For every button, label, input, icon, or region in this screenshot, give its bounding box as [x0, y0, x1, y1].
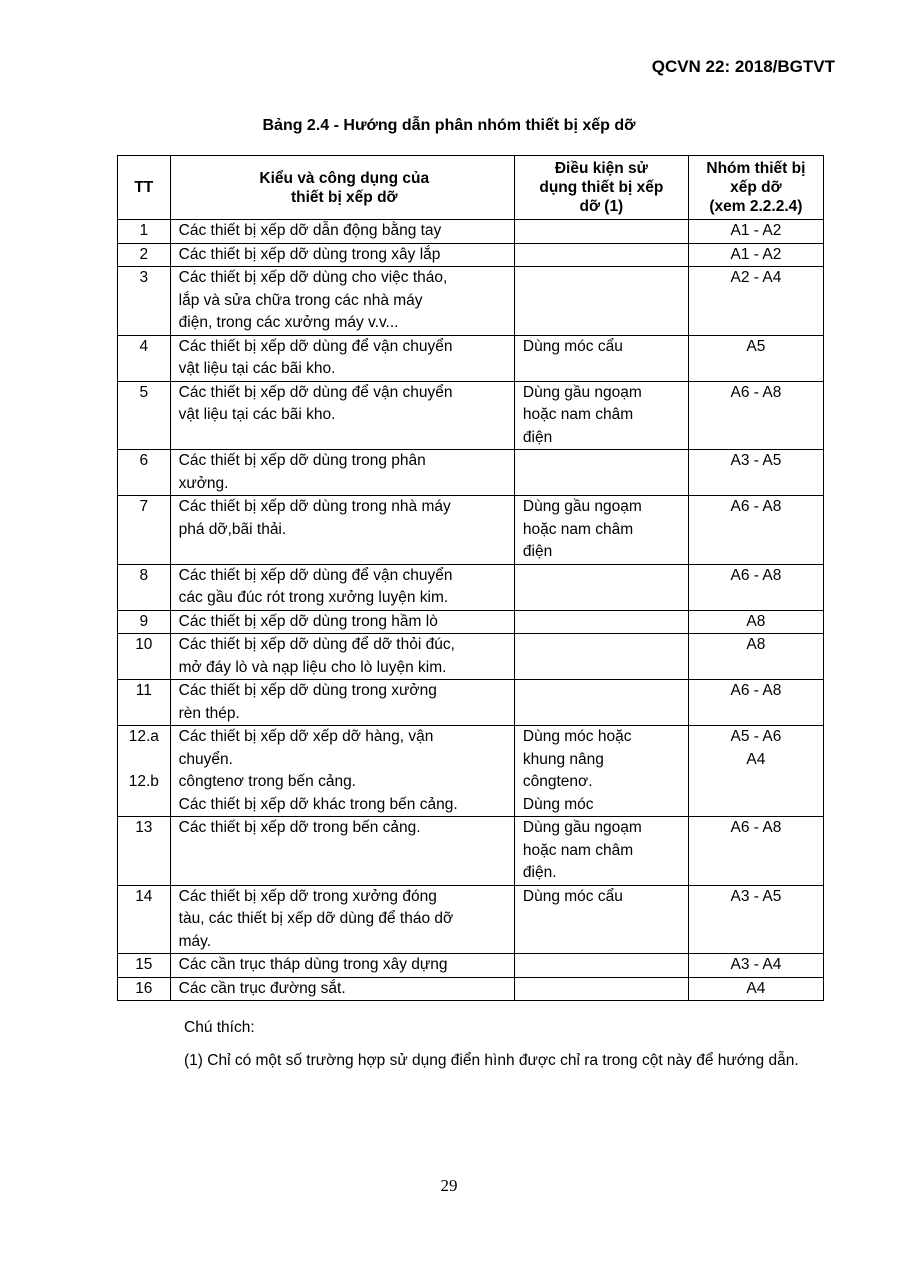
- cell-description: [170, 243, 514, 267]
- header-group-line: xếp dỡ: [730, 179, 782, 196]
- cell-group: [688, 267, 823, 336]
- cell-condition: [514, 220, 688, 244]
- cell-condition-line: Dùng móc cẩu: [522, 887, 623, 905]
- cell-group: [688, 885, 823, 954]
- table-row: [118, 726, 824, 817]
- cell-description: [170, 726, 514, 817]
- footnote: (1) Chỉ có một số trường hợp sử dụng điển hình được chỉ ra trong cột này để hướng dẫn.: [184, 1051, 799, 1069]
- notes-section: [184, 1017, 834, 1082]
- cell-description-line: Các thiết bị xếp dỡ dùng trong phân: [178, 452, 426, 469]
- cell-group-line: A8: [746, 636, 766, 653]
- cell-description: [170, 335, 514, 381]
- cell-tt-line: 16: [135, 979, 153, 997]
- cell-tt-line: 1: [139, 222, 149, 239]
- cell-description-line: Các thiết bị xếp dỡ dùng trong hầm lò: [178, 612, 438, 630]
- cell-group-line: A4: [746, 979, 766, 997]
- cell-description-line: Các thiết bị xếp dỡ trong bến cảng.: [178, 819, 421, 836]
- cell-condition-line: Dùng gầu ngoạm: [522, 819, 642, 836]
- cell-condition: [514, 817, 688, 886]
- table-row: [118, 335, 824, 381]
- cell-group: [688, 610, 823, 634]
- cell-description-line: vật liệu tại các bãi kho.: [178, 360, 336, 377]
- table-row: [118, 817, 824, 886]
- cell-condition: [514, 977, 688, 1001]
- cell-tt: [118, 610, 171, 634]
- cell-condition: [514, 610, 688, 634]
- cell-group-line: A6 - A8: [730, 383, 782, 401]
- cell-description-line: Các cần trục đường sắt.: [178, 979, 346, 997]
- table-row: [118, 220, 824, 244]
- cell-tt: [118, 335, 171, 381]
- cell-description: [170, 885, 514, 954]
- cell-description-line: chuyển.: [178, 750, 233, 768]
- cell-tt: [118, 450, 171, 496]
- header-tt: TT: [118, 156, 171, 220]
- cell-description: [170, 610, 514, 634]
- cell-group: [688, 977, 823, 1001]
- cell-tt: [118, 977, 171, 1001]
- cell-description-line: côngtenơ trong bến cảng.: [178, 773, 356, 790]
- cell-description-line: xưởng.: [178, 474, 229, 492]
- cell-description-line: vật liệu tại các bãi kho.: [178, 406, 336, 423]
- cell-condition: [514, 335, 688, 381]
- cell-tt-line: [118, 749, 170, 772]
- cell-group: [688, 220, 823, 244]
- cell-group: [688, 381, 823, 450]
- cell-group-line: A5: [746, 337, 766, 355]
- cell-group-line: A2 - A4: [730, 269, 782, 286]
- cell-group-line: A6 - A8: [730, 498, 782, 515]
- cell-condition-line: côngtenơ.: [522, 773, 593, 790]
- notes-title: Chú thích:: [184, 1019, 255, 1036]
- cell-condition-line: khung nâng: [522, 750, 604, 768]
- cell-condition-line: Dùng móc hoặc: [522, 728, 632, 745]
- cell-tt: [118, 267, 171, 336]
- cell-description-line: Các thiết bị xếp dỡ khác trong bến cảng.: [178, 795, 458, 813]
- cell-condition-line: điện: [522, 543, 553, 560]
- table-header-row: [118, 156, 824, 220]
- cell-group-line: A6 - A8: [730, 566, 782, 584]
- table-row: [118, 977, 824, 1001]
- cell-description-line: tàu, các thiết bị xếp dỡ dùng để tháo dỡ: [178, 910, 454, 927]
- cell-tt: [118, 496, 171, 565]
- cell-tt-line: 12.b: [128, 773, 159, 790]
- cell-tt-line: 8: [139, 566, 149, 584]
- cell-group: [688, 726, 823, 817]
- cell-condition: [514, 954, 688, 978]
- cell-description-line: Các thiết bị xếp dỡ dùng trong xưởng: [178, 682, 437, 699]
- cell-group: [688, 335, 823, 381]
- cell-tt-line: 4: [139, 337, 149, 355]
- cell-group: [688, 817, 823, 886]
- table-row: [118, 450, 824, 496]
- cell-tt-line: 14: [135, 887, 153, 905]
- cell-description: [170, 817, 514, 886]
- cell-condition: [514, 267, 688, 336]
- cell-tt: [118, 634, 171, 680]
- cell-condition-line: Dùng móc: [522, 795, 594, 813]
- cell-tt-line: 6: [139, 452, 149, 469]
- cell-group-line: A3 - A5: [730, 887, 782, 905]
- cell-tt: [118, 954, 171, 978]
- table-row: [118, 634, 824, 680]
- cell-condition-line: hoặc nam châm: [522, 406, 634, 423]
- cell-description: [170, 450, 514, 496]
- table-row: [118, 610, 824, 634]
- cell-description-line: máy.: [178, 932, 212, 950]
- cell-group-line: A6 - A8: [730, 682, 782, 699]
- cell-description-line: Các thiết bị xếp dỡ dùng trong nhà máy: [178, 498, 451, 515]
- cell-tt-line: 13: [135, 819, 153, 836]
- cell-description: [170, 977, 514, 1001]
- cell-tt: [118, 381, 171, 450]
- cell-group: [688, 634, 823, 680]
- cell-tt-line: 5: [139, 383, 149, 401]
- header-description-line: thiết bị xếp dỡ: [290, 188, 398, 206]
- cell-condition-line: Dùng móc cẩu: [522, 337, 623, 355]
- cell-description-line: mở đáy lò và nạp liệu cho lò luyện kim.: [178, 658, 447, 676]
- cell-condition: [514, 496, 688, 565]
- cell-condition: [514, 634, 688, 680]
- cell-condition: [514, 726, 688, 817]
- cell-tt-line: 7: [139, 498, 149, 515]
- page-number: 29: [440, 1176, 458, 1195]
- cell-description-line: các gầu đúc rót trong xưởng luyện kim.: [178, 589, 449, 606]
- cell-condition: [514, 885, 688, 954]
- cell-description: [170, 634, 514, 680]
- table-body: [118, 220, 824, 1001]
- cell-condition: [514, 680, 688, 726]
- cell-group-line: A1 - A2: [730, 222, 782, 239]
- header-condition-line: dụng thiết bị xếp: [539, 179, 664, 196]
- header-condition-line: Điều kiện sử: [554, 160, 648, 177]
- table-row: [118, 885, 824, 954]
- cell-tt: [118, 564, 171, 610]
- cell-description: [170, 267, 514, 336]
- cell-condition-line: điện: [522, 428, 553, 446]
- cell-description: [170, 564, 514, 610]
- cell-description: [170, 680, 514, 726]
- cell-group: [688, 450, 823, 496]
- cell-description-line: Các thiết bị xếp dỡ dùng trong xây lắp: [178, 245, 441, 263]
- cell-group: [688, 243, 823, 267]
- table-caption: Bảng 2.4 - Hướng dẫn phân nhóm thiết bị xếp dỡ: [262, 117, 636, 134]
- header-description-line: Kiểu và công dụng của: [259, 169, 430, 187]
- cell-group: [688, 564, 823, 610]
- cell-description-line: Các cần trục tháp dùng trong xây dựng: [178, 956, 448, 973]
- cell-condition-line: hoặc nam châm: [522, 841, 634, 859]
- cell-tt: [118, 220, 171, 244]
- cell-group: [688, 954, 823, 978]
- cell-description-line: Các thiết bị xếp dỡ dùng để vận chuyển: [178, 383, 453, 401]
- cell-condition-line: điện.: [522, 864, 557, 881]
- cell-group: [688, 680, 823, 726]
- cell-description: [170, 220, 514, 244]
- table-row: [118, 954, 824, 978]
- cell-description-line: Các thiết bị xếp dỡ dùng để dỡ thỏi đúc,: [178, 636, 455, 653]
- cell-group-line: A3 - A5: [730, 452, 782, 469]
- cell-description-line: rèn thép.: [178, 704, 240, 722]
- cell-tt-line: 3: [139, 269, 149, 286]
- header-condition-line: dỡ (1): [579, 198, 624, 215]
- cell-group-line: A3 - A4: [730, 956, 782, 973]
- table-row: [118, 243, 824, 267]
- table-row: [118, 381, 824, 450]
- table-row: [118, 680, 824, 726]
- cell-description-line: Các thiết bị xếp dỡ dùng cho việc tháo,: [178, 269, 448, 286]
- header-group: [688, 156, 823, 220]
- cell-description-line: Các thiết bị xếp dỡ dùng để vận chuyển: [178, 337, 453, 355]
- cell-tt-line: 2: [139, 245, 149, 263]
- table-row: [118, 267, 824, 336]
- cell-tt: [118, 817, 171, 886]
- cell-group-line: A4: [746, 750, 766, 768]
- cell-group-line: A5 - A6: [730, 728, 782, 745]
- cell-description-line: phá dỡ,bãi thải.: [178, 520, 287, 538]
- cell-condition: [514, 381, 688, 450]
- cell-tt: [118, 243, 171, 267]
- cell-tt: [118, 726, 171, 817]
- cell-group-line: A1 - A2: [730, 245, 782, 263]
- document-code: QCVN 22: 2018/BGTVT: [651, 57, 835, 76]
- header-group-line: (xem 2.2.2.4): [709, 198, 803, 215]
- classification-table: [117, 155, 824, 1001]
- cell-tt-line: 9: [139, 612, 149, 630]
- cell-tt-line: 12.a: [128, 728, 159, 745]
- cell-description-line: Các thiết bị xếp dỡ trong xưởng đóng: [178, 887, 437, 905]
- cell-condition: [514, 243, 688, 267]
- cell-condition: [514, 450, 688, 496]
- cell-group-line: A6 - A8: [730, 819, 782, 836]
- cell-group-line: A8: [746, 612, 766, 630]
- cell-condition-line: Dùng gầu ngoạm: [522, 498, 642, 515]
- cell-description-line: lắp và sửa chữa trong các nhà máy: [178, 291, 423, 309]
- table-row: [118, 496, 824, 565]
- header-condition: [514, 156, 688, 220]
- cell-description: [170, 496, 514, 565]
- cell-description: [170, 381, 514, 450]
- cell-description: [170, 954, 514, 978]
- cell-tt-line: 15: [135, 956, 153, 973]
- cell-tt-line: 11: [135, 682, 152, 699]
- cell-description-line: Các thiết bị xếp dỡ dùng để vận chuyển: [178, 566, 453, 584]
- cell-description-line: điện, trong các xưởng máy v.v...: [178, 314, 399, 331]
- cell-condition-line: hoặc nam châm: [522, 520, 634, 538]
- header-description: [170, 156, 514, 220]
- header-group-line: Nhóm thiết bị: [706, 160, 806, 177]
- table-row: [118, 564, 824, 610]
- cell-description-line: Các thiết bị xếp dỡ dẫn động bằng tay: [178, 222, 442, 239]
- cell-condition: [514, 564, 688, 610]
- cell-group: [688, 496, 823, 565]
- cell-tt: [118, 680, 171, 726]
- cell-tt: [118, 885, 171, 954]
- cell-tt-line: 10: [135, 636, 153, 653]
- cell-description-line: Các thiết bị xếp dỡ xếp dỡ hàng, vận: [178, 728, 434, 745]
- cell-condition-line: Dùng gầu ngoạm: [522, 383, 642, 401]
